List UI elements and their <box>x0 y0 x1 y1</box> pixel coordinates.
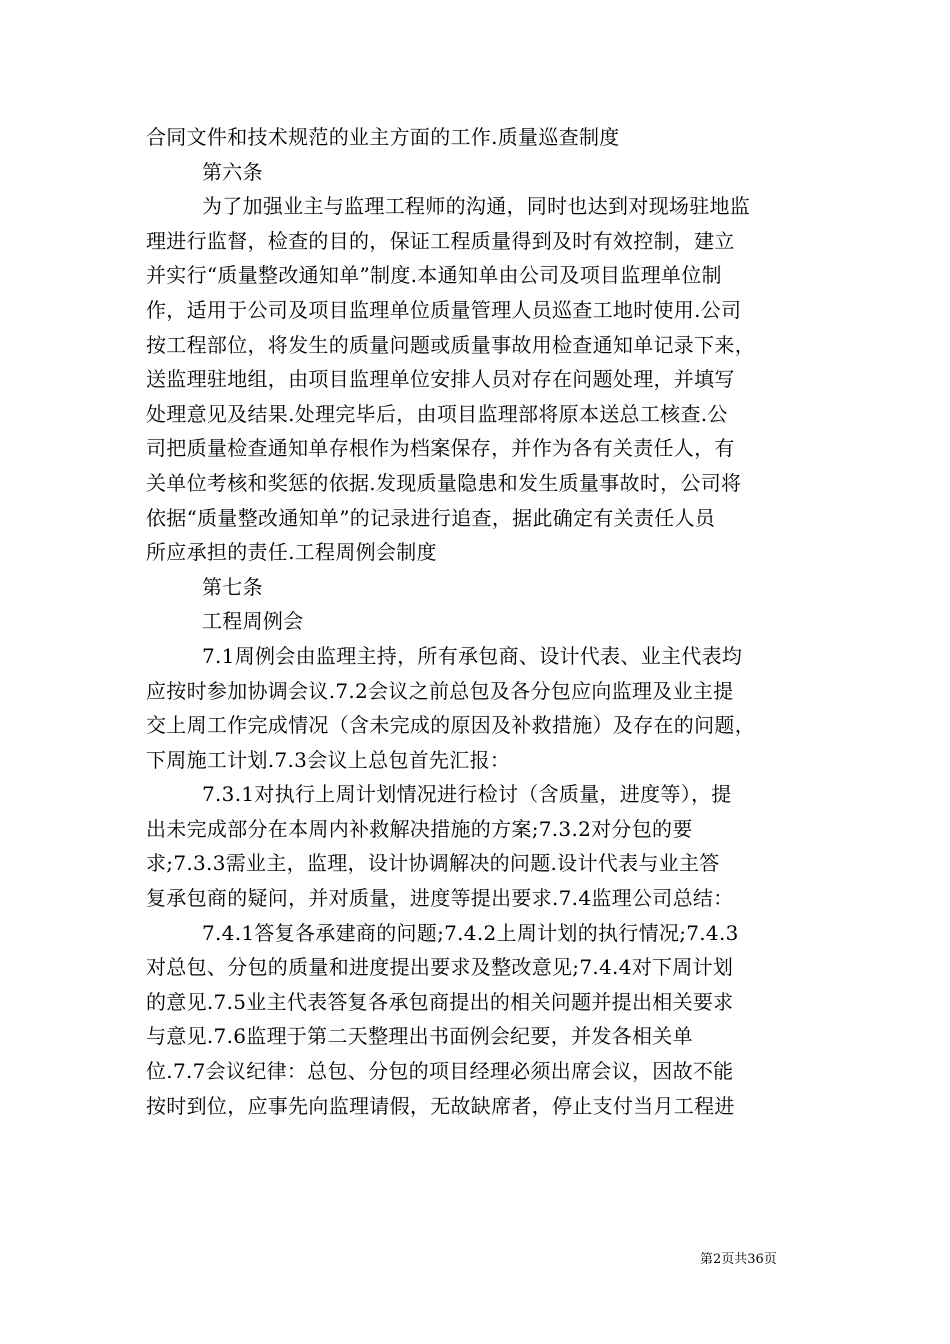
text-line: 送监理驻地组，由项目监理单位安排人员对存在问题处理，并填写 <box>146 367 735 392</box>
text-line: 并实行“质量整改通知单”制度.本通知单由公司及项目监理单位制 <box>146 263 722 288</box>
text-line: 的意见.7.5业主代表答复各承包商提出的相关问题并提出相关要求 <box>146 989 734 1014</box>
text-line: 求;7.3.3需业主，监理，设计协调解决的问题.设计代表与业主答 <box>146 851 720 876</box>
text-line: 关单位考核和奖惩的依据.发现质量隐患和发生质量事故时，公司将 <box>146 470 742 495</box>
text-line: 对总包、分包的质量和进度提出要求及整改意见;7.4.4对下周计划 <box>146 955 734 980</box>
text-line: 按工程部位，将发生的质量问题或质量事故用检查通知单记录下来， <box>146 332 755 357</box>
text-line: 作，适用于公司及项目监理单位质量管理人员巡查工地时使用.公司 <box>146 297 742 322</box>
text-line: 应按时参加协调会议.7.2会议之前总包及各分包应向监理及业主提 <box>146 678 734 703</box>
text-line: 下周施工计划.7.3会议上总包首先汇报： <box>146 747 511 772</box>
body-text <box>146 120 810 1123</box>
text-line: 为了加强业主与监理工程师的沟通，同时也达到对现场驻地监 <box>202 194 751 219</box>
text-line: 合同文件和技术规范的业主方面的工作.质量巡查制度 <box>146 125 620 149</box>
text-line: 7.3.1对执行上周计划情况进行检讨（含质量，进度等），提 <box>202 782 732 807</box>
text-line: 与意见.7.6监理于第二天整理出书面例会纪要，并发各相关单 <box>146 1024 693 1049</box>
text-line: 第六条 <box>202 159 263 184</box>
text-line: 按时到位，应事先向监理请假，无故缺席者，停止支付当月工程进 <box>146 1093 735 1118</box>
text-line: 处理意见及结果.处理完毕后，由项目监理部将原本送总工核查.公 <box>146 401 728 426</box>
text-line: 复承包商的疑问，并对质量，进度等提出要求.7.4监理公司总结： <box>146 886 734 911</box>
page-number: 第2页共36页 <box>700 1252 777 1267</box>
text-line: 第七条 <box>202 574 263 599</box>
text-line: 所应承担的责任.工程周例会制度 <box>146 540 437 565</box>
text-line: 7.1周例会由监理主持，所有承包商、设计代表、业主代表均 <box>202 643 743 668</box>
text-line: 依据“质量整改通知单”的记录进行追查，据此确定有关责任人员 <box>146 505 716 530</box>
text-line: 7.4.1答复各承建商的问题;7.4.2上周计划的执行情况;7.4.3 <box>202 920 739 945</box>
text-line: 司把质量检查通知单存根作为档案保存，并作为各有关责任人，有 <box>146 436 735 461</box>
text-line: 出未完成部分在本周内补救解决措施的方案;7.3.2对分包的要 <box>146 816 693 841</box>
text-line: 工程周例会 <box>202 609 304 634</box>
text-line: 理进行监督，检查的目的，保证工程质量得到及时有效控制，建立 <box>146 228 735 253</box>
text-line: 位.7.7会议纪律：总包、分包的项目经理必须出席会议，因故不能 <box>146 1059 734 1084</box>
text-line: 交上周工作完成情况（含未完成的原因及补救措施）及存在的问题， <box>146 713 755 738</box>
